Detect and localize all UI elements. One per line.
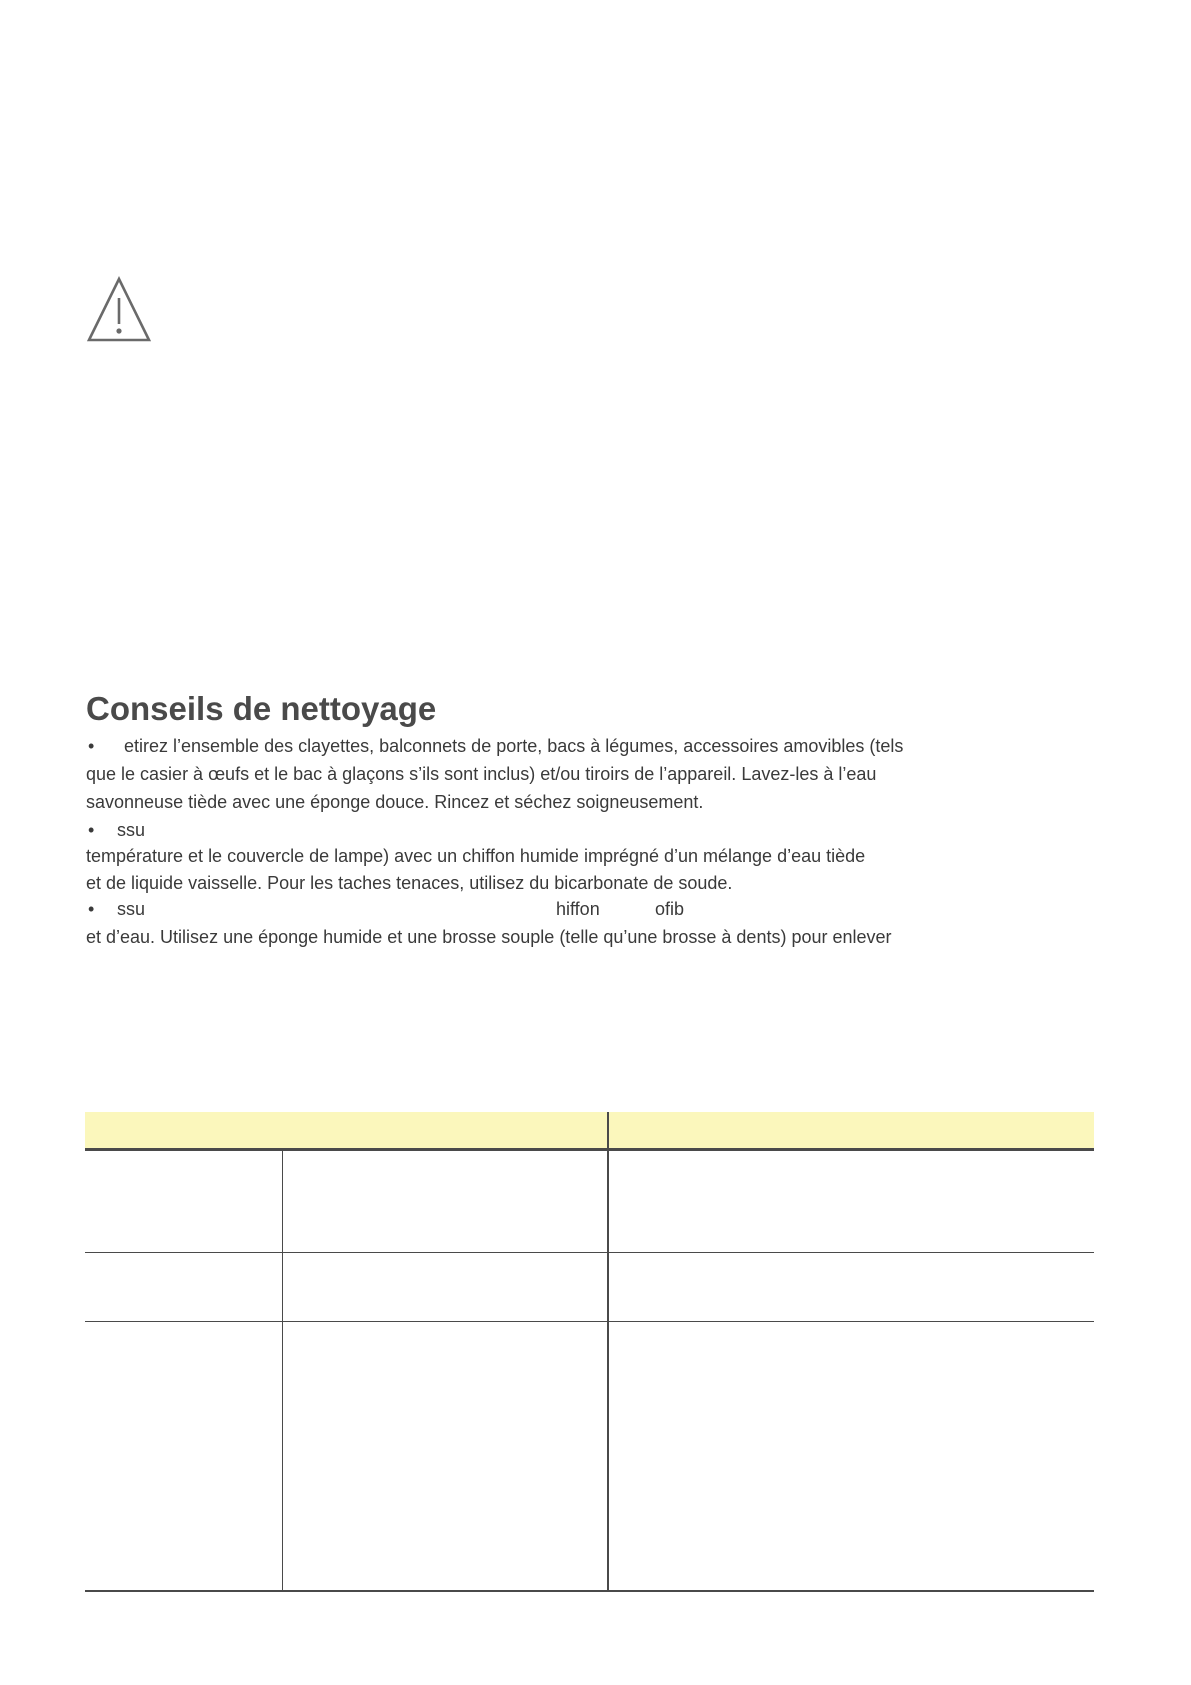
row-divider bbox=[85, 1252, 1094, 1253]
text-line: ssu bbox=[117, 899, 146, 919]
warning-triangle-icon bbox=[86, 276, 152, 344]
column-divider bbox=[607, 1112, 609, 1148]
text-line: que le casier à œufs et le bac à glaçons s’ils sont inclus) et/ou tiroirs de l’appareil. Lavez-les à l’eau bbox=[86, 764, 877, 784]
bullet-marker: • bbox=[88, 899, 95, 919]
text-line: etirez l’ensemble des clayettes, balconnets de porte, bacs à légumes, accessoires amovibles (tels bbox=[124, 736, 904, 756]
table-header bbox=[85, 1112, 1094, 1148]
text-fragment: hiffon bbox=[556, 899, 600, 919]
text-line: ssu bbox=[117, 820, 146, 840]
text-fragment: ofib bbox=[655, 899, 685, 919]
row-divider bbox=[85, 1321, 1094, 1322]
column-divider bbox=[607, 1151, 609, 1591]
section-heading: Conseils de nettoyage bbox=[86, 690, 437, 727]
table-bottom-rule bbox=[85, 1590, 1094, 1592]
text-line: savonneuse tiède avec une éponge douce. Rincez et séchez soigneusement. bbox=[86, 792, 704, 812]
bullet-marker: • bbox=[88, 736, 95, 756]
text-line: et d’eau. Utilisez une éponge humide et une brosse souple (telle qu’une brosse à dents) pour enlever bbox=[86, 927, 892, 947]
text-line: température et le couvercle de lampe) avec un chiffon humide imprégné d’un mélange d’eau tiède bbox=[86, 846, 866, 866]
header-rule bbox=[85, 1148, 1094, 1151]
cleaning-table bbox=[85, 1112, 1094, 1593]
text-line: et de liquide vaisselle. Pour les taches tenaces, utilisez du bicarbonate de soude. bbox=[86, 873, 733, 893]
column-divider bbox=[282, 1151, 283, 1591]
bullet-marker: • bbox=[88, 820, 95, 840]
